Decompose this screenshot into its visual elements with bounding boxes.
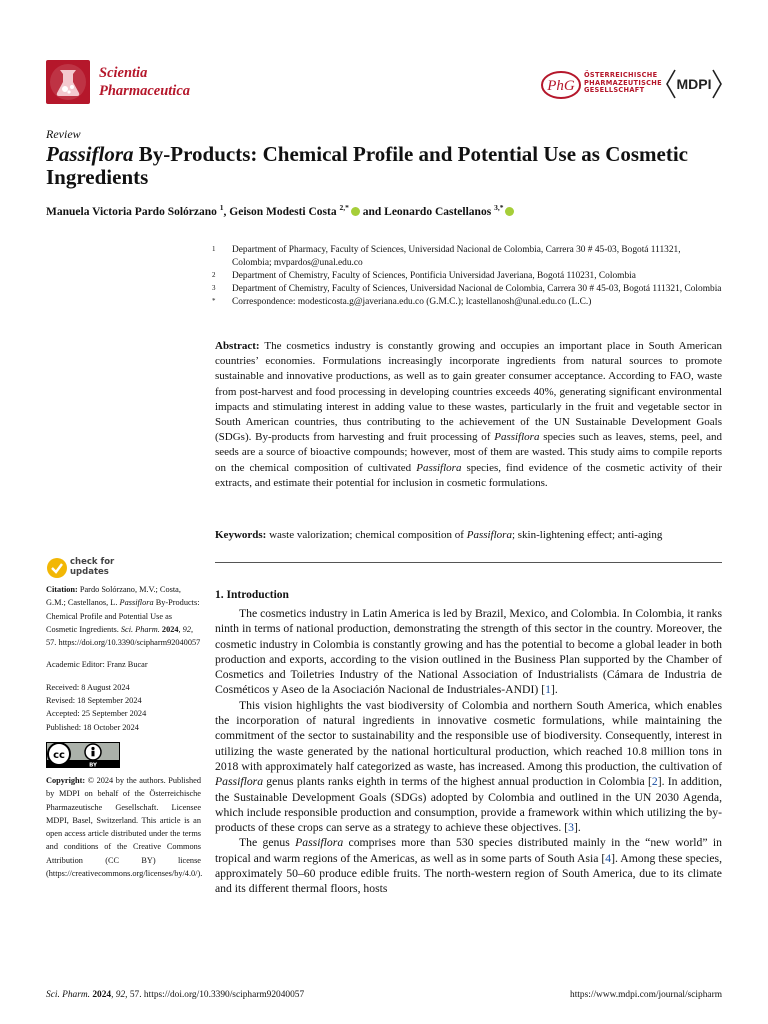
received-date: Received: 8 August 2024 (46, 682, 130, 692)
author-sep: and (359, 205, 385, 218)
paragraph-text: This vision highlights the vast biodiversity of Colombia and northern South America, which enables the incorporation of natural ingredients in innovative cosmetic formulations, while maintaining the commitment of the sector to sustainability and the responsible use of biodiversity. Consequently, interest in utilizing the waste generated by the national horticultural production, which reached 10.8 million tons in 2018 with approximately half categorized as waste, has increased. Among this production, the cultivation of (215, 698, 722, 773)
check-updates-icon (46, 557, 68, 579)
author-list (46, 203, 514, 218)
affiliation-number: 2 (212, 271, 216, 279)
cc-label: cc (53, 749, 65, 761)
phg-mark: PhG (547, 78, 575, 94)
footer-citation (46, 990, 304, 1000)
affiliation-row (212, 283, 722, 296)
cc-by-license-icon[interactable] (46, 742, 120, 768)
affiliation-number: * (212, 297, 216, 305)
author-sup: 2,* (339, 203, 349, 212)
citation-italic: Passiflora (119, 598, 154, 608)
paragraph (215, 606, 722, 698)
citation-label: Citation: (46, 585, 78, 594)
author-name[interactable]: Leonardo Castellanos (384, 205, 495, 218)
citation-volume: 92 (182, 624, 191, 634)
paragraph-text: ]. (550, 683, 558, 697)
citation-journal: Sci. Pharm. (120, 624, 160, 634)
copyright-text: © 2024 by the authors. Published by MDPI on behalf of the Österreichische Pharmazeutische Gesellschaft. Licensee MDPI, Basel, Switzerland. This article is an open access article distributed under the terms and conditions of the Creative Commons Attribution (CC BY) license (https://creativecommons.org/licenses/by/4.0/). (46, 775, 203, 879)
paragraph-text: ]. (573, 821, 581, 835)
phg-line3: GESELLSCHAFT (584, 86, 645, 95)
paragraph-italic: Passiflora (215, 775, 264, 789)
keywords-label: Keywords: (215, 529, 267, 541)
footer-text: , (111, 990, 116, 1000)
citation-link[interactable]: 4 (605, 851, 612, 865)
check-for-updates-badge[interactable] (46, 557, 68, 584)
author-sep: , (223, 205, 230, 218)
citation-doi[interactable]: , 57. https://doi.org/10.3390/scipharm92040057 (46, 624, 201, 648)
abstract (215, 339, 722, 491)
paragraph-text: The cosmetics industry in Latin America is led by Brazil, Mexico, and Colombia. In Colombia, it ranks ninth in terms of national production, demonstrating the strength of this sector in the country. Moreover, the cosmetic industry in Colombia is constantly growing and has the potential to become a global leader in both production and exports, according to the vision outlined in the Business Plan supported by the Chamber of Cosmetics and Toiletries Industry of the National Association of Industrialists (Cámara de Industria de Cosméticos y Aseo de la Asociación Nacional de Industriales-ANDI) [ (215, 607, 722, 697)
citation (46, 583, 201, 649)
keywords-text: ; skin-lightening effect; anti-aging (511, 529, 663, 541)
title-italic: Passiflora (46, 142, 134, 166)
introduction-body (215, 606, 722, 897)
academic-editor: Academic Editor: Franz Bucar (46, 660, 148, 670)
citation-link[interactable]: 1 (545, 683, 551, 697)
article-type: Review (46, 127, 81, 141)
journal-name[interactable] (99, 64, 190, 100)
phg-name (584, 72, 662, 95)
affiliations (212, 244, 722, 309)
check-updates-line1: check for (70, 557, 115, 567)
orcid-icon[interactable] (505, 207, 514, 216)
publisher-name: MDPI (676, 76, 712, 92)
abstract-text: species such as leaves, stems, peel, and seeds are a source of bioactive compounds; however, most of them are wasted. This study aims to compile reports on the chemical composition of cultivated (215, 431, 722, 474)
paragraph (215, 698, 722, 836)
section-divider (215, 562, 722, 563)
author-name[interactable]: Manuela Victoria Pardo Solórzano (46, 205, 220, 218)
accepted-date: Accepted: 25 September 2024 (46, 709, 147, 719)
paragraph-text: The genus (239, 836, 296, 850)
title-rest: By-Products: Chemical Profile and Potential Use as Cosmetic Ingredients (46, 142, 688, 189)
paragraph (215, 835, 722, 896)
copyright-label: Copyright: (46, 775, 86, 785)
keywords-italic: Passiflora (466, 529, 512, 541)
orcid-icon[interactable] (351, 207, 360, 216)
keywords-text: waste valorization; chemical composition of (266, 529, 467, 541)
affiliation-row (212, 244, 722, 270)
paragraph-text: genus plants ranks eighth in terms of the highest annual production in Colombia [ (263, 775, 652, 789)
correspondence-row (212, 296, 722, 309)
affiliation-text: Department of Chemistry, Faculty of Sciences, Universidad Nacional de Colombia, Carrera 30 # 45-03, Bogotá 111321, Colombia (232, 284, 722, 294)
mdpi-logo[interactable] (666, 68, 722, 105)
footer-journal-url[interactable]: https://www.mdpi.com/journal/scipharm (570, 990, 722, 1000)
footer-volume: 92 (115, 990, 126, 1000)
footer-year: 2024 (90, 990, 112, 1000)
check-for-updates-text[interactable] (70, 558, 114, 577)
published-date: Published: 18 October 2024 (46, 722, 139, 732)
phg-line2: PHARMAZEUTISCHE (584, 78, 662, 87)
abstract-text: species, find evidence of the cosmetic activity of their extracts, and estimate their potential for inclusion in cosmetic formulations. (215, 461, 723, 489)
affiliation-text: Department of Chemistry, Faculty of Sciences, Pontificia Universidad Javeriana, Bogotá 110231, Colombia (232, 271, 636, 281)
abstract-label: Abstract: (215, 340, 260, 352)
copyright-notice (46, 774, 201, 880)
abstract-italic: Passiflora (416, 461, 462, 474)
by-label: BY (89, 762, 97, 768)
citation-link[interactable]: 2 (651, 775, 658, 789)
paragraph-text: ]. In addition, the Sustainable Development Goals (SDGs) adopted by Colombia and outlined in the UN 2030 Agenda, which include responsible production and consumption, provide a framework within which utilizing the by-products of these crops can serve as a strategy to achieve these objectives. [ (215, 775, 722, 835)
section-heading: 1. Introduction (215, 589, 289, 601)
author-name[interactable]: Geison Modesti Costa (229, 205, 340, 218)
citation-text: , (178, 624, 183, 634)
article-sidebar (46, 583, 201, 880)
paragraph-text: ]. Among these species, approximately 50–60 produce edible fruits. The north-western region of South America, due to its climate and its different thermal floors, hosts (215, 851, 722, 896)
affiliation-row (212, 270, 722, 283)
abstract-text: The cosmetics industry is constantly growing and occupies an important place in South American countries’ economies. Formulations increasingly incorporate ingredients from natural sources to promote sustainable and innovative productions, as well as to gain greater consumer acceptance. According to FAO, waste from post-harvest and food processing in developing countries exceeds 40%, generating significant environmental impacts and stimulating interest in adding value to these wastes, particularly in the fruit and vegetable sector in South American countries, thus contributing to the achievement of the UN Sustainable Development Goals (SDGs). By-products from harvesting and fruit processing of (215, 340, 722, 444)
article-title (46, 143, 726, 189)
phg-logo[interactable] (540, 70, 582, 105)
journal-logo (46, 60, 90, 104)
keywords (215, 528, 722, 543)
affiliation-number: 1 (212, 245, 216, 253)
phg-line1: ÖSTERREICHISCHE (584, 71, 658, 79)
abstract-italic: Passiflora (494, 431, 540, 444)
footer-journal: Sci. Pharm. (46, 990, 91, 1000)
affiliation-text: Department of Pharmacy, Faculty of Sciences, Universidad Nacional de Colombia, Carrera 30 # 45-03, Bogotá 111321, Colombia; mvpardos@unal.edu.co (232, 245, 681, 268)
correspondence-text: Correspondence: modesticosta.g@javeriana.edu.co (G.M.C.); lcastellanosh@unal.edu.co (L.C.) (232, 297, 592, 307)
revised-date: Revised: 18 September 2024 (46, 696, 142, 706)
journal-name-line2: Pharmaceutica (99, 83, 191, 99)
paragraph-italic: Passiflora (295, 836, 344, 850)
citation-text: By-Products: Chemical Profile and Potential Use as Cosmetic Ingredients. (46, 598, 200, 634)
check-updates-line2: updates (70, 566, 109, 577)
citation-link[interactable]: 3 (568, 821, 574, 835)
citation-text: Pardo Solórzano, M.V.; Costa, G.M.; Castellanos, L. (46, 585, 181, 608)
author-sup: 3,* (494, 203, 504, 212)
author-sup: 1 (219, 203, 224, 212)
journal-name-line1: Scientia (99, 65, 148, 81)
flask-icon (46, 60, 90, 104)
paragraph-text: comprises more than 530 species distributed mainly in the “new world” in tropical and warm regions of the Americas, as well as in some parts of South Asia [ (215, 836, 722, 865)
citation-year: 2024 (159, 624, 179, 634)
affiliation-number: 3 (212, 284, 216, 292)
footer-doi[interactable]: , 57. https://doi.org/10.3390/scipharm92040057 (125, 990, 305, 1000)
